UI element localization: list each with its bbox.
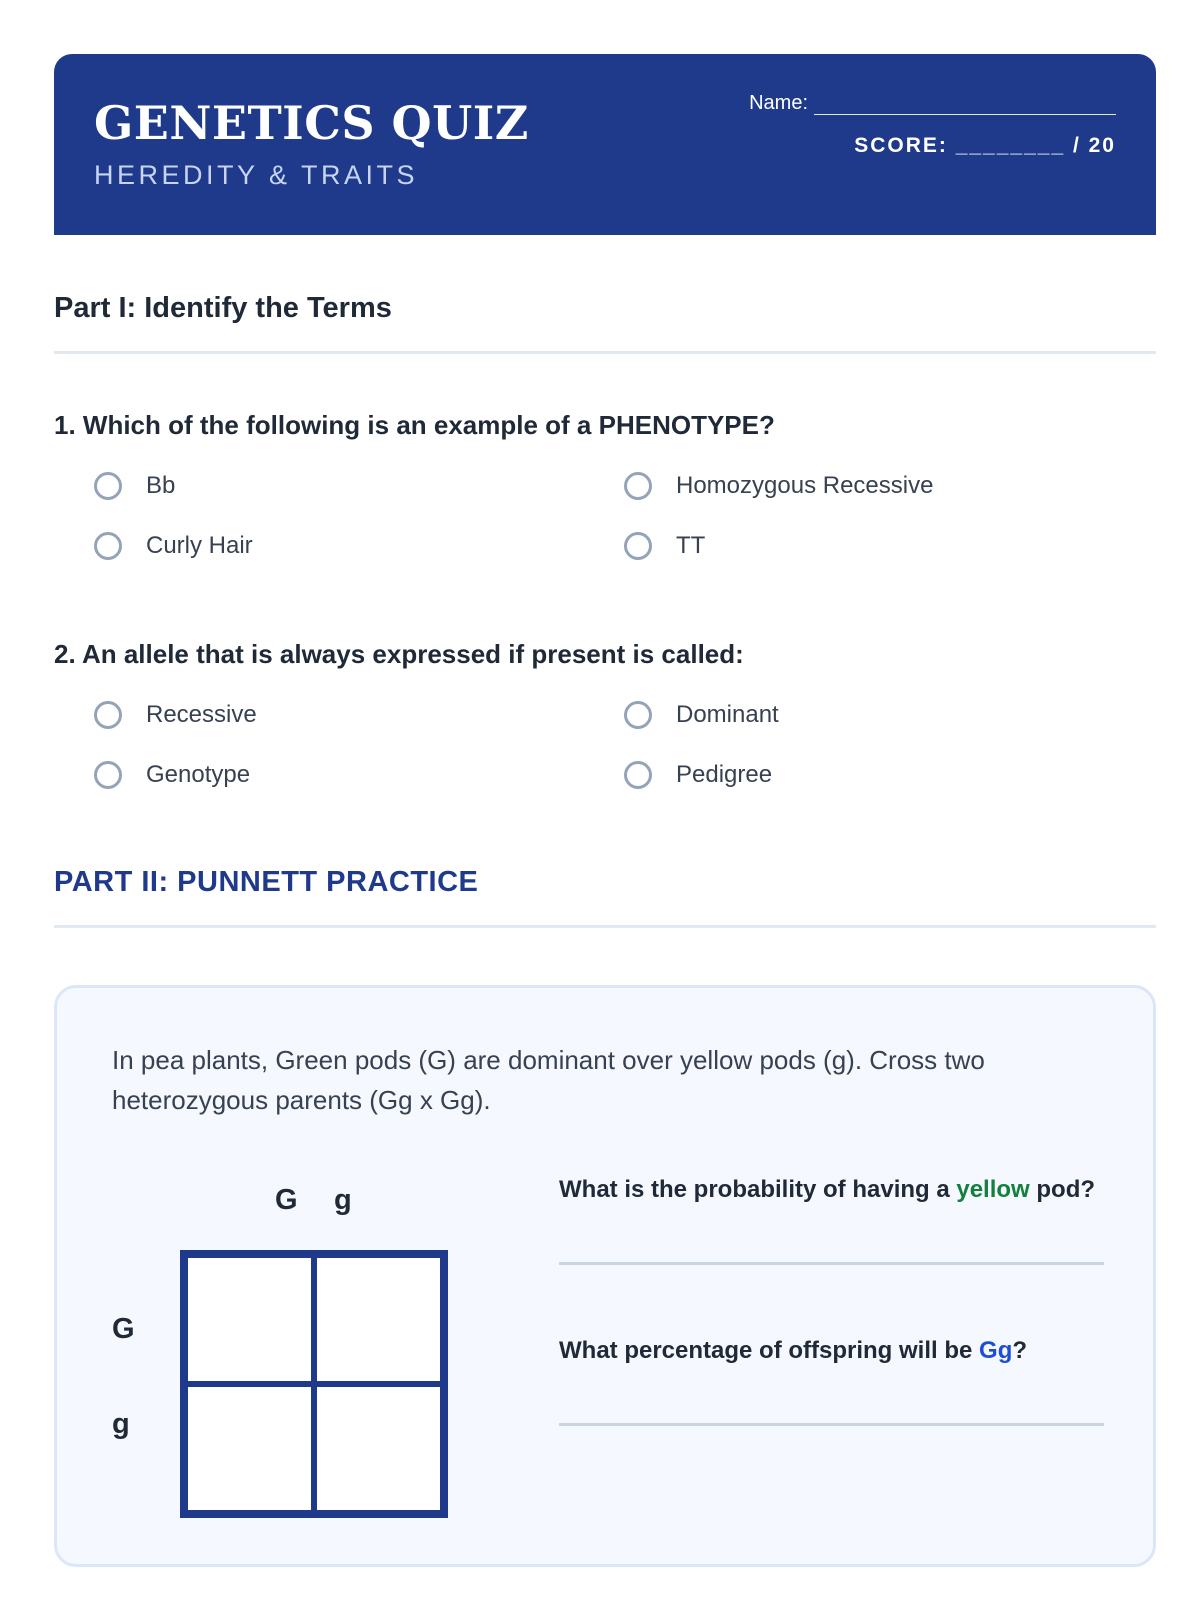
quiz-title: GENETICS QUIZ (94, 96, 529, 150)
part1-heading-block (54, 292, 1156, 354)
q2-option-genotype[interactable] (94, 758, 624, 792)
answer-line[interactable] (559, 1262, 1104, 1265)
punnett-prompt: In pea plants, Green pods (G) are dominant over yellow pods (g). Cross two heterozygous parents (Gg x Gg). (112, 1045, 985, 1115)
option-label: Homozygous Recessive (676, 472, 934, 499)
option-label: Dominant (676, 701, 779, 728)
punnett-square (180, 1250, 448, 1518)
top-allele-2: g (334, 1184, 352, 1216)
q2-option-recessive[interactable] (94, 698, 624, 732)
radio-button[interactable] (94, 761, 122, 789)
q1-option-tt[interactable] (624, 529, 1104, 563)
name-label: Name: (749, 92, 808, 114)
question-text-part: What is the probability of having a (559, 1176, 957, 1203)
radio-button[interactable] (624, 761, 652, 789)
name-row (749, 92, 1116, 115)
gg-highlight: Gg (979, 1337, 1013, 1364)
option-label: TT (676, 532, 706, 559)
probability-question (559, 1176, 1104, 1265)
radio-button[interactable] (94, 472, 122, 500)
probability-question-text (559, 1176, 1104, 1204)
percentage-question (559, 1337, 1104, 1426)
q1-option-curly-hair[interactable] (94, 529, 624, 563)
question-text-part: pod? (1029, 1176, 1096, 1203)
punnett-cell[interactable] (188, 1258, 314, 1384)
q1-option-homozygous-recessive[interactable] (624, 469, 1104, 503)
question-2 (54, 639, 1156, 792)
q2-option-dominant[interactable] (624, 698, 1104, 732)
question-text-part: What percentage of offspring will be (559, 1337, 980, 1364)
quiz-subtitle: HEREDITY & TRAITS (94, 160, 419, 190)
option-label: Genotype (146, 761, 251, 788)
part2-heading: PART II: PUNNETT PRACTICE (54, 866, 479, 898)
option-label: Recessive (146, 701, 257, 728)
part2-heading-block (54, 866, 1156, 928)
part1-heading: Part I: Identify the Terms (54, 292, 392, 324)
score-label: SCORE: ________ / 20 (854, 134, 1116, 157)
radio-button[interactable] (94, 532, 122, 560)
q1-option-bb[interactable] (94, 469, 624, 503)
yellow-highlight: yellow (956, 1176, 1030, 1203)
option-label: Curly Hair (146, 532, 253, 559)
radio-button[interactable] (624, 532, 652, 560)
top-allele-1: G (275, 1184, 298, 1216)
punnett-cell[interactable] (314, 1258, 440, 1384)
q2-option-pedigree[interactable] (624, 758, 1104, 792)
option-label: Pedigree (676, 761, 773, 788)
percentage-question-text (559, 1337, 1104, 1365)
question-2-options (94, 698, 1156, 792)
side-allele-1: G (112, 1313, 135, 1345)
radio-button[interactable] (624, 472, 652, 500)
question-2-text: 2. An allele that is always expressed if present is called: (54, 639, 744, 669)
radio-button[interactable] (94, 701, 122, 729)
radio-button[interactable] (624, 701, 652, 729)
punnett-cell[interactable] (314, 1384, 440, 1510)
question-text-part: ? (1012, 1337, 1028, 1364)
quiz-header (54, 54, 1156, 235)
answer-line[interactable] (559, 1423, 1104, 1426)
question-1-text: 1. Which of the following is an example of a PHENOTYPE? (54, 410, 775, 440)
name-field[interactable] (814, 96, 1116, 115)
side-allele-2: g (112, 1408, 130, 1440)
question-1-options (94, 469, 1156, 563)
punnett-cell[interactable] (188, 1384, 314, 1510)
punnett-card (54, 985, 1156, 1567)
question-1 (54, 410, 1156, 563)
option-label: Bb (146, 472, 176, 499)
